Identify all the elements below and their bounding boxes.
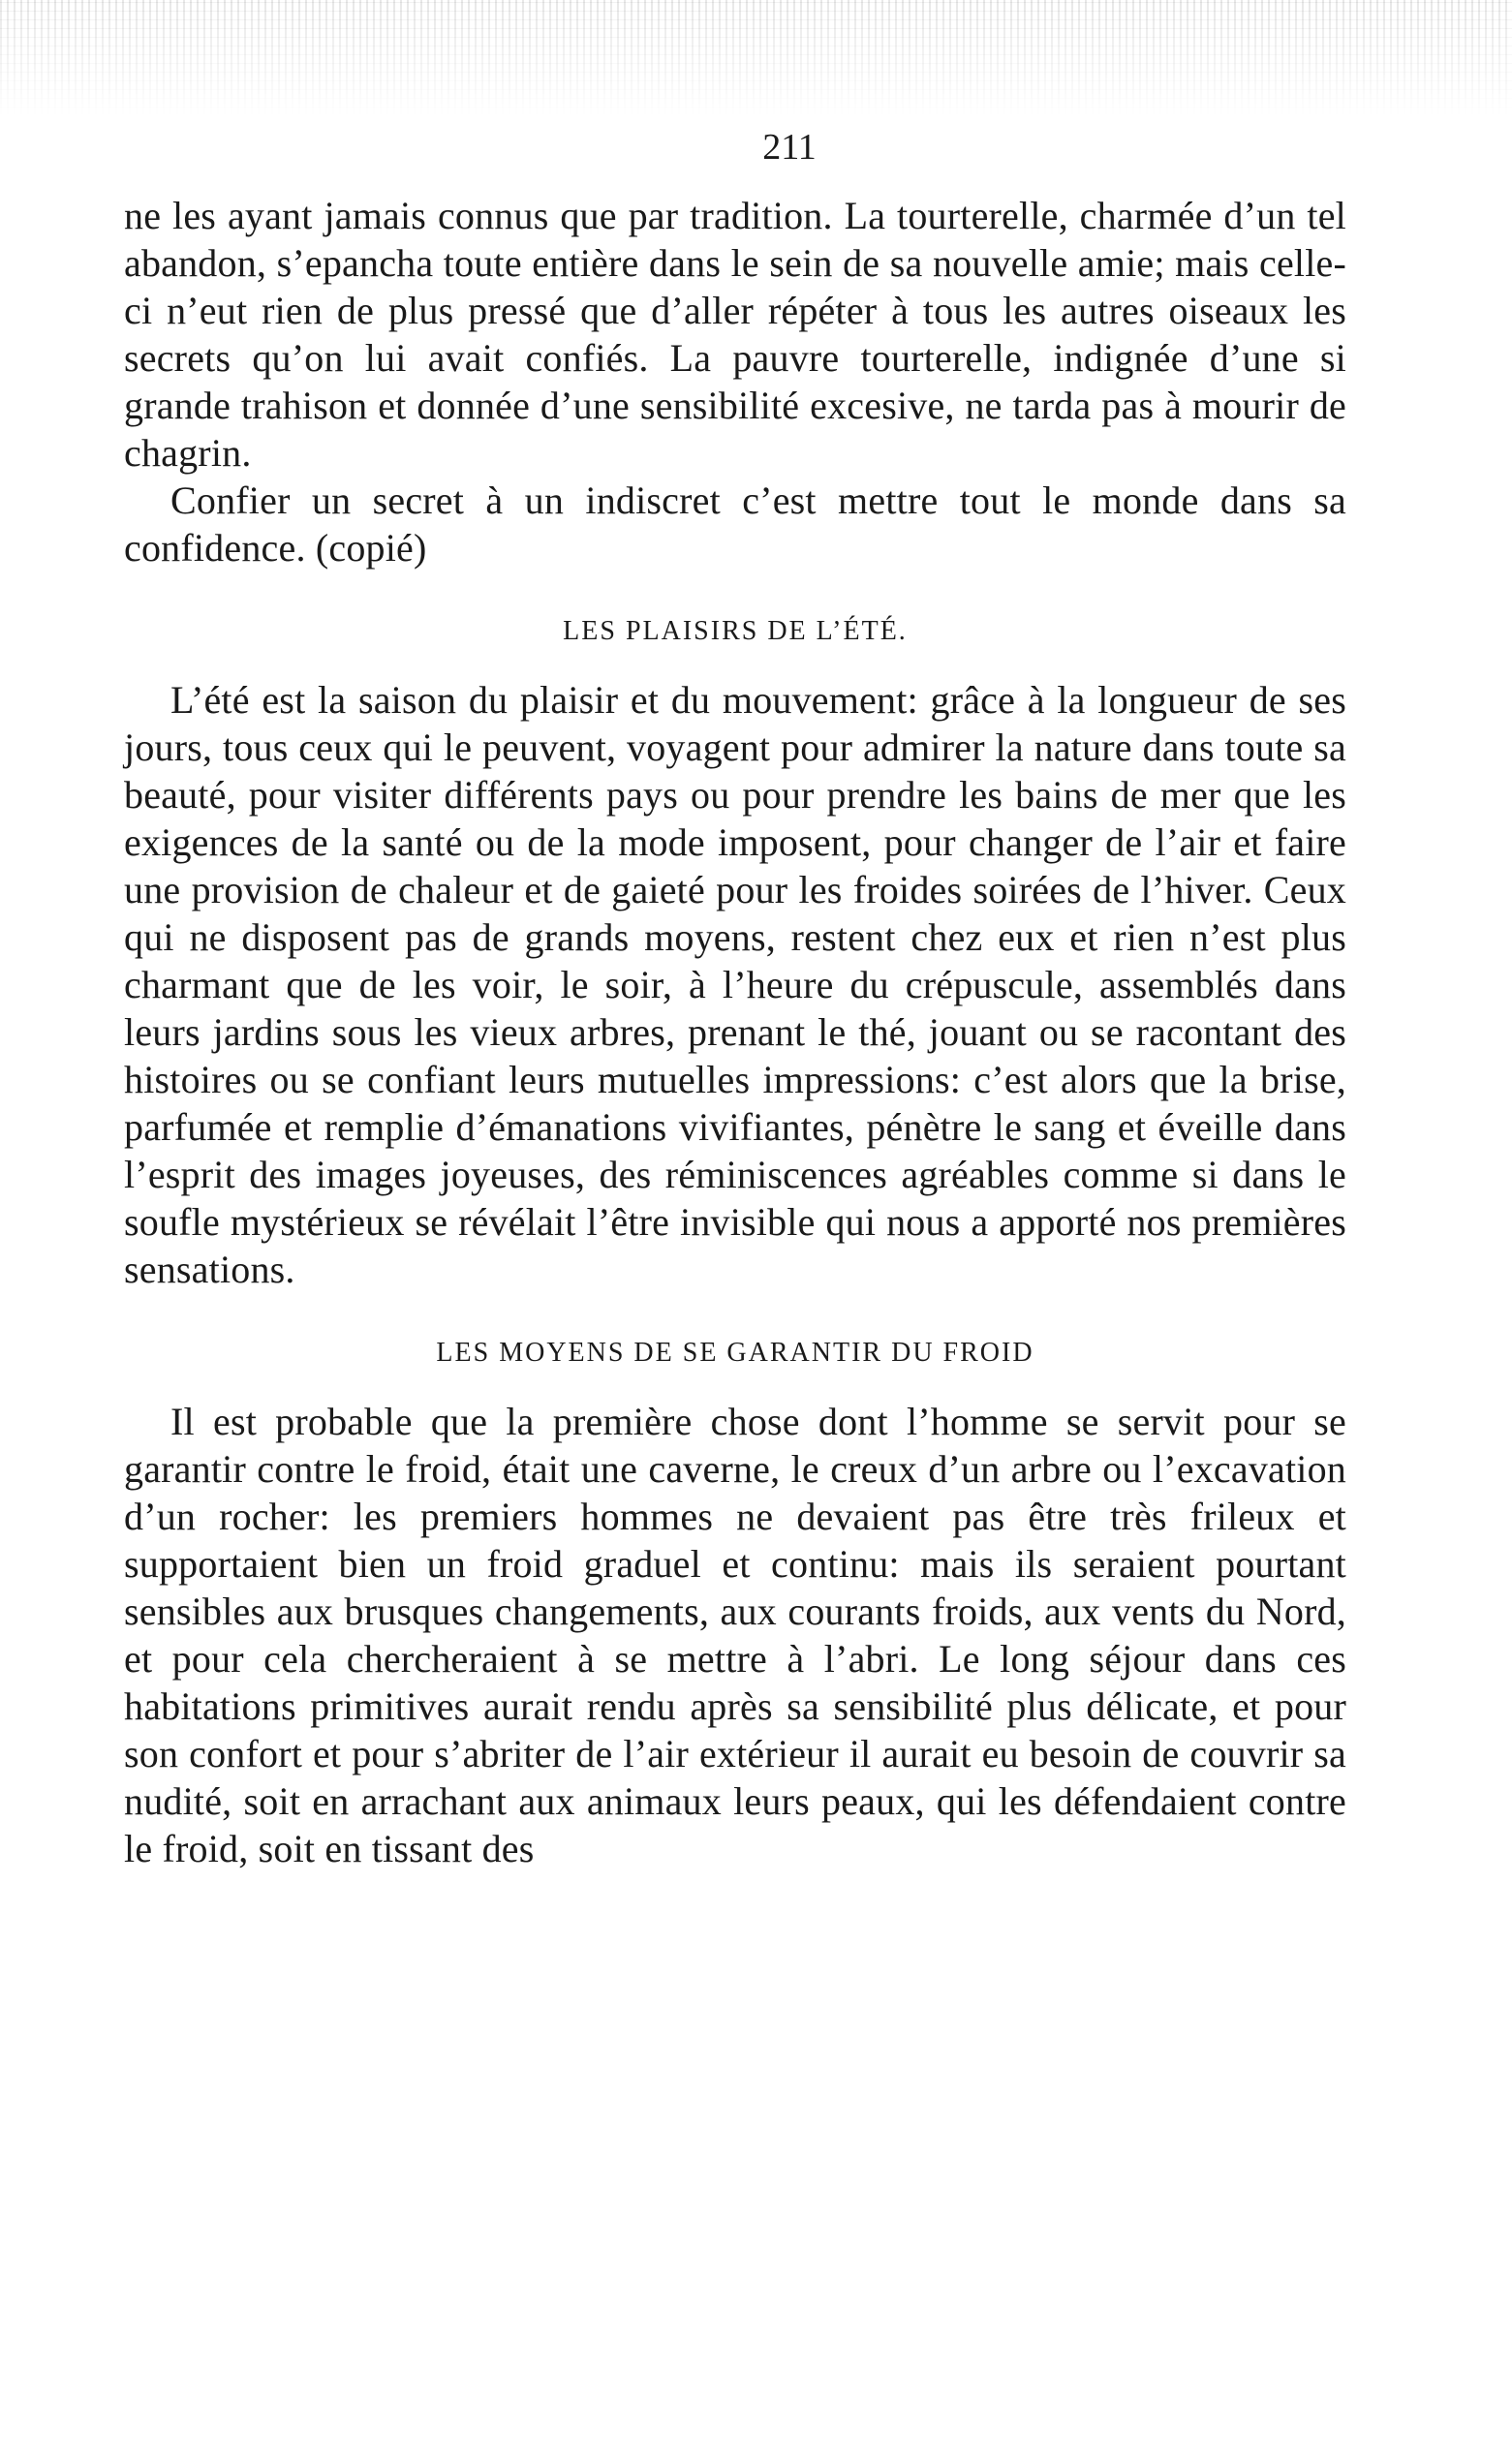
story-moral: Confier un secret à un indiscret c’est mettre tout le monde dans sa confidence. (copié) (124, 479, 1346, 570)
scan-noise-band (0, 0, 1512, 116)
story-paragraph-ending: ne les ayant jamais connus que par tradition. La tourterelle, charmée d’un tel abandon, s’epancha toute entière dans le sein de sa nouvelle amie; mais celle-ci n’eut rien de plus pressé que d’aller répéter à tous les autres oiseaux les secrets qu’on lui avait confiés. La pauvre tourterelle, indignée d’une si grande trahison et donnée d’une sensibilité excesive, ne tarda pas à mourir de chagrin. (124, 194, 1346, 475)
page-number: 211 (762, 127, 817, 168)
section-heading-cold: LES MOYENS DE SE GARANTIR DU FROID (436, 1338, 1034, 1368)
section-body-summer: L’été est la saison du plaisir et du mouvement: grâce à la longueur de ses jours, tous ceux qui le peuvent, voyagent pour admirer la nature dans toute sa beauté, pour visiter différents pays ou pour prendre les bains de mer que les exigences de la santé ou de la mode imposent, pour changer de l’air et faire une provision de chaleur et de gaieté pour les froides soirées de l’hiver. Ceux qui ne disposent pas de grands moyens, restent chez eux et rien n’est plus charmant que de les voir, le soir, à l’heure du crépuscule, assemblés dans leurs jardins sous les vieux arbres, prenant le thé, jouant ou se racontant des histoires ou se confiant leurs mutuelles impressions: c’est alors que la brise, parfumée et remplie d’émanations vivifiantes, pénètre le sang et éveille dans l’esprit des images joyeuses, des réminiscences agréables comme si dans le soufle mystérieux se révélait l’être invisible qui nous a apporté nos premières sensations. (124, 678, 1346, 1291)
section-heading-summer: LES PLAISIRS DE L’ÉTÉ. (563, 616, 908, 646)
continued-story (124, 192, 1346, 571)
section-summer-pleasures (124, 616, 1346, 1293)
book-page (124, 126, 1346, 1872)
section-protection-cold (124, 1338, 1346, 1872)
section-body-cold: Il est probable que la première chose dont l’homme se servit pour se garantir contre le froid, était une caverne, le creux d’un arbre ou l’excavation d’un rocher: les premiers hommes ne devaient pas être très frileux et supportaient bien un froid graduel et continu: mais ils seraient pourtant sensibles aux brusques changements, aux courants froids, aux vents du Nord, et pour cela chercheraient à se mettre à l’abri. Le long séjour dans ces habitations primitives aurait rendu après sa sensibilité plus délicate, et pour son confort et pour s’abriter de l’air extérieur il aurait eu besoin de couvrir sa nudité, soit en arrachant aux animaux leurs peaux, qui les défendaient contre le froid, soit en tissant des (124, 1400, 1346, 1870)
